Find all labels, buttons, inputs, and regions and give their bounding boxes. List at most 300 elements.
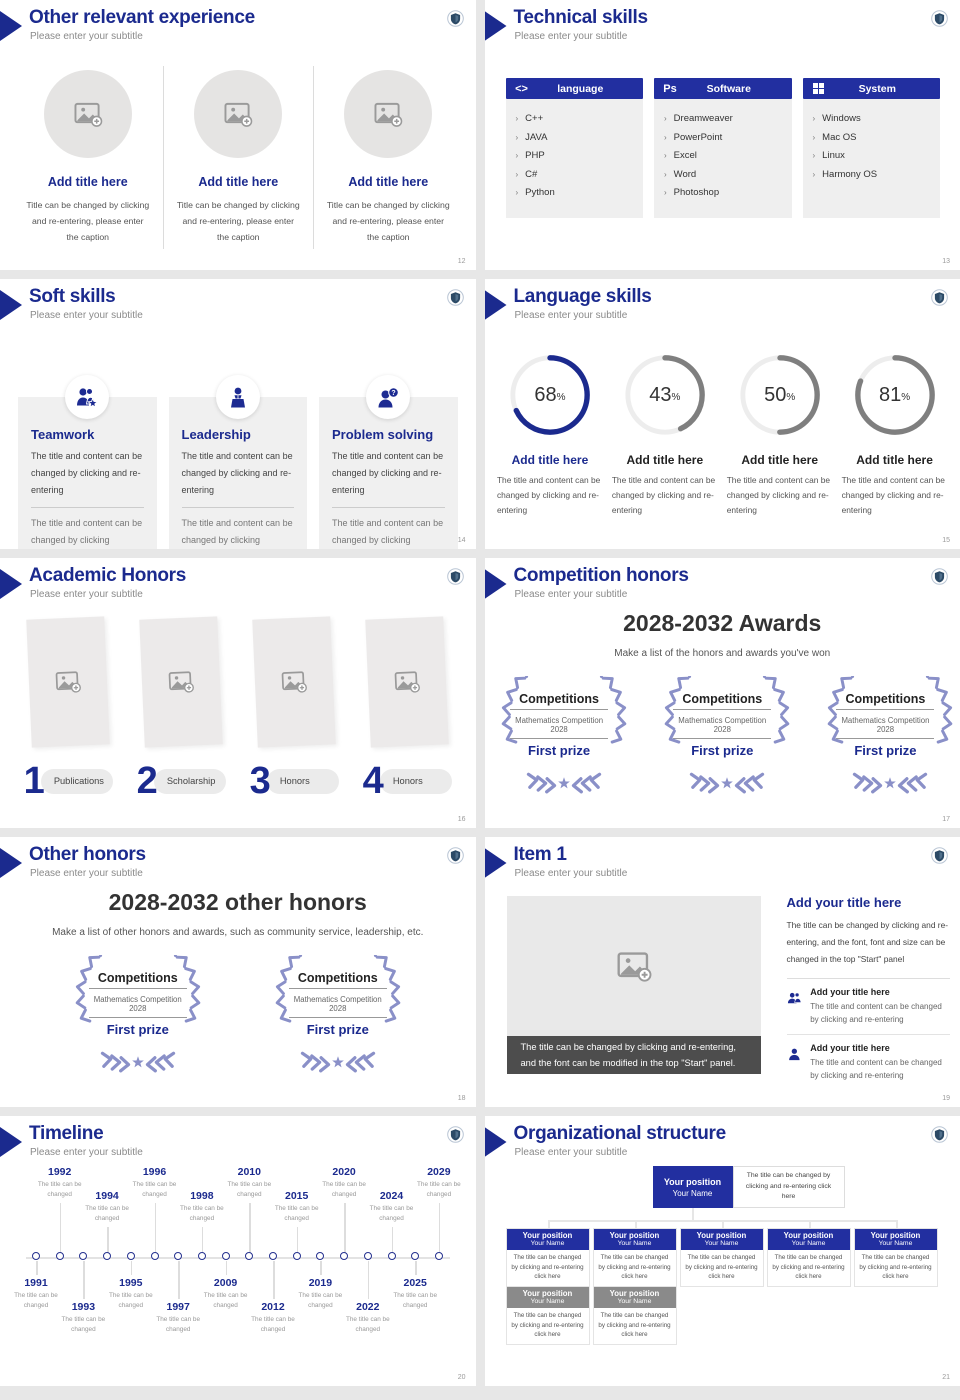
awards-subheading: Make a list of other honors and awards, such as community service, leadership, etc. — [52, 927, 424, 938]
event-year: 2019 — [308, 1277, 333, 1289]
tag-label: Honors — [380, 769, 452, 794]
card-footer: The title and content can be changed by clicking — [332, 518, 444, 546]
org-name: Your Name — [530, 1298, 565, 1306]
photo-placeholder[interactable] — [139, 616, 223, 747]
wreath-event: Mathematics Competition — [93, 995, 182, 1004]
skill-item: › PHP — [516, 147, 634, 166]
page-title: Other honors — [29, 844, 146, 865]
card-title: Teamwork — [31, 427, 95, 442]
image-placeholder[interactable] — [344, 70, 432, 158]
org-name: Your Name — [617, 1298, 652, 1306]
skill-item: › Mac OS — [813, 129, 931, 148]
shield-logo-icon — [931, 568, 948, 585]
bullet-icon: › — [664, 188, 667, 198]
card-header — [654, 78, 792, 99]
event-year: 2022 — [356, 1301, 380, 1313]
org-connector — [896, 1220, 898, 1228]
event-year: 1995 — [119, 1277, 143, 1289]
event-year: 1994 — [95, 1190, 119, 1202]
page-title: Soft skills — [29, 286, 116, 307]
card-language — [506, 78, 644, 218]
wreath-title: Competitions — [289, 971, 387, 989]
image-placeholder[interactable] — [44, 70, 132, 158]
skill-item: › PowerPoint — [664, 129, 782, 148]
card-teamwork — [18, 397, 157, 549]
event-year: 1992 — [48, 1166, 72, 1178]
skill-item: › Linux — [813, 147, 931, 166]
skill-item: › Windows — [813, 110, 931, 129]
wreath-row — [485, 676, 960, 800]
laurel-icon — [59, 955, 217, 1079]
wreath-event: Mathematics Competition — [841, 716, 930, 725]
tag-label: Scholarship — [154, 769, 226, 794]
card-system — [803, 78, 941, 218]
event-year: 1998 — [190, 1190, 214, 1202]
card-label: Software — [706, 82, 751, 95]
wreath-prize: First prize — [691, 743, 754, 758]
item-title: Add title here — [47, 175, 128, 189]
org-node — [593, 1286, 677, 1345]
slide-technical[interactable] — [485, 0, 960, 270]
item-caption: Title can be changed by clicking and re-entering, please enter the caption — [26, 200, 150, 243]
skill-item: › C# — [516, 166, 634, 185]
bullet-icon: › — [812, 151, 816, 161]
gauge-caption: The title and content can be changed by clicking and re-entering — [726, 475, 831, 516]
slide-language-skills[interactable] — [485, 279, 960, 549]
image-placeholder-icon — [281, 669, 308, 694]
event-caption: The title can be changed — [417, 1181, 461, 1198]
slide-experience[interactable] — [0, 0, 476, 270]
wreath-prize: First prize — [528, 743, 591, 758]
photo-placeholder[interactable] — [252, 616, 336, 747]
academic-item — [20, 618, 116, 800]
leadership-icon — [216, 375, 260, 419]
skill-list — [506, 99, 644, 218]
wreath-event: Mathematics Competition — [678, 716, 767, 725]
gauge-title: Add title here — [511, 453, 589, 467]
org-name: Your Name — [878, 1240, 913, 1248]
wreath-prize: First prize — [854, 743, 917, 758]
org-root-note: The title can be changed by clicking and re-entering click here — [733, 1166, 845, 1208]
gauge-ring — [621, 351, 709, 439]
page-subtitle: Please enter your subtitle — [30, 868, 143, 879]
tag-number: 2 — [136, 760, 158, 802]
gauge-ring — [736, 351, 824, 439]
event-caption: The title can be changed — [61, 1316, 106, 1333]
page-number: 20 — [457, 1374, 466, 1381]
page-subtitle: Please enter your subtitle — [514, 1147, 628, 1158]
tag-label: Publications — [41, 769, 113, 794]
slide-academic-honors[interactable] — [0, 558, 476, 828]
card-header — [803, 78, 941, 99]
experience-item — [313, 66, 463, 249]
page-number: 13 — [942, 258, 950, 265]
page-subtitle: Please enter your subtitle — [514, 31, 628, 42]
laurel-wreath — [811, 676, 960, 800]
wreath-prize: First prize — [106, 1022, 169, 1037]
wreath-year: 2028 — [836, 725, 934, 739]
title-arrow-icon — [485, 1127, 507, 1157]
wreath-event: Mathematics Competition — [293, 995, 382, 1004]
org-name: Your Name — [672, 1188, 713, 1198]
item-title: Add title here — [348, 175, 429, 189]
image-placeholder-icon — [373, 101, 403, 128]
title-arrow-icon — [0, 11, 22, 41]
shield-logo-icon — [447, 289, 464, 306]
org-node-header — [594, 1229, 676, 1250]
wreath-year: 2028 — [510, 725, 608, 739]
panel-body: The title can be changed by clicking and re-entering, and the font, font and size can be changed in the top "Start" panel — [787, 917, 950, 979]
laurel-wreath — [259, 955, 417, 1079]
wreath-title: Competitions — [510, 692, 608, 710]
skill-item: › Photoshop — [664, 184, 782, 203]
org-node-header — [507, 1229, 589, 1250]
timeline-dot-icon — [435, 1252, 443, 1260]
laurel-icon — [648, 676, 806, 800]
gauge-value: 68 % — [534, 383, 566, 406]
org-position: Your position — [870, 1231, 921, 1240]
org-node-note: The title can be changed by clicking and re-entering click here — [772, 1254, 845, 1281]
event-caption: The title can be changed — [108, 1292, 153, 1309]
awards-subheading: Make a list of the honors and awards you've won — [614, 648, 831, 659]
academic-columns — [0, 618, 476, 800]
image-placeholder-icon — [394, 669, 421, 694]
org-root-node — [653, 1166, 845, 1208]
event-caption: The title can be changed — [37, 1181, 82, 1198]
page-title: Other relevant experience — [29, 7, 255, 28]
title-arrow-icon — [485, 290, 507, 320]
gauge-caption: The title and content can be changed by clicking and re-entering — [496, 475, 601, 516]
timeline-event — [411, 1116, 467, 1386]
org-position: Your position — [696, 1231, 747, 1240]
skill-item: › C++ — [516, 110, 634, 129]
event-caption: The title can be changed — [132, 1181, 177, 1198]
page-number: 14 — [457, 537, 466, 544]
academic-item — [359, 618, 455, 800]
gauge-caption: The title and content can be changed by clicking and re-entering — [841, 475, 945, 516]
page-number: 19 — [942, 1095, 950, 1102]
bullet-icon: › — [812, 114, 816, 123]
card-software — [654, 78, 792, 218]
org-position: Your position — [783, 1231, 834, 1240]
shield-logo-icon — [447, 10, 464, 27]
event-year: 2024 — [379, 1190, 404, 1202]
org-node — [680, 1228, 764, 1287]
tag-number: 1 — [23, 760, 45, 802]
numbered-tag — [133, 762, 229, 800]
skill-item: › Python — [516, 184, 634, 203]
card-label: language — [557, 82, 604, 95]
org-root-box — [653, 1166, 733, 1208]
gauge-ring — [851, 351, 939, 439]
donut-gauge — [607, 351, 722, 518]
bullet-icon: › — [664, 169, 667, 179]
image-placeholder[interactable] — [194, 70, 282, 158]
numbered-tag — [359, 762, 455, 800]
card-body: The title and content can be changed by clicking and re-entering — [332, 448, 445, 508]
event-caption: The title can be changed — [345, 1316, 390, 1333]
row-body: The title and content can be changed by clicking and re-entering — [810, 1058, 942, 1081]
org-row-2 — [506, 1286, 677, 1345]
gauge-row — [493, 351, 953, 518]
wreath-title: Competitions — [673, 692, 771, 710]
title-arrow-icon — [0, 848, 22, 878]
panel-row — [787, 979, 950, 1035]
gauge-value: 50 % — [764, 383, 796, 406]
photoshop-icon: Ps — [663, 82, 677, 95]
shield-logo-icon — [447, 847, 464, 864]
bullet-icon: › — [664, 114, 667, 123]
org-node-header — [594, 1287, 676, 1308]
donut-gauge — [722, 351, 837, 518]
card-label: System — [858, 82, 896, 95]
event-caption: The title can be changed — [369, 1205, 414, 1222]
experience-columns — [0, 66, 476, 249]
slide-soft-skills[interactable] — [0, 279, 476, 549]
gauge-value: 81 % — [878, 383, 911, 406]
org-node-header — [768, 1229, 850, 1250]
bullet-icon: › — [515, 151, 519, 161]
event-caption: The title can be changed — [322, 1181, 366, 1198]
tag-number: 3 — [249, 760, 271, 802]
org-node — [593, 1228, 677, 1287]
wreath-year: 2028 — [89, 1004, 187, 1018]
donut-gauge — [493, 351, 608, 518]
laurel-wreath — [59, 955, 217, 1079]
row-title: Add your title here — [810, 986, 890, 997]
page-title: Academic Honors — [29, 565, 187, 586]
title-arrow-icon — [485, 569, 507, 599]
title-arrow-icon — [485, 848, 507, 878]
academic-item — [246, 618, 342, 800]
event-caption: The title can be changed — [393, 1292, 438, 1309]
item-caption: Title can be changed by clicking and re-entering, please enter the caption — [326, 200, 450, 243]
wreath-prize: First prize — [306, 1022, 369, 1037]
image-caption: The title can be changed by clicking and re-entering, and the font can be modified in the top "Start" panel. — [507, 1036, 761, 1074]
page-subtitle: Please enter your subtitle — [514, 868, 628, 879]
event-year: 1993 — [71, 1301, 96, 1313]
image-placeholder-icon — [616, 950, 652, 983]
side-panel — [787, 895, 950, 1090]
page-subtitle: Please enter your subtitle — [30, 1147, 143, 1158]
card-problem-solving — [319, 397, 458, 549]
image-placeholder[interactable] — [507, 896, 761, 1036]
org-node-header — [507, 1287, 589, 1308]
title-arrow-icon — [0, 569, 22, 599]
org-node — [854, 1228, 938, 1287]
tag-number: 4 — [362, 760, 384, 802]
event-year: 1996 — [142, 1166, 167, 1178]
shield-logo-icon — [447, 568, 464, 585]
skill-list — [803, 99, 941, 218]
bullet-icon: › — [664, 151, 667, 161]
bullet-icon: › — [515, 169, 519, 179]
wreath-year: 2028 — [289, 1004, 387, 1018]
event-year: 2012 — [261, 1301, 285, 1313]
org-node-header — [681, 1229, 763, 1250]
org-node-note: The title can be changed by clicking and re-entering click here — [598, 1312, 671, 1339]
card-leadership — [169, 397, 308, 549]
page-number: 16 — [457, 816, 466, 823]
tag-label: Honors — [267, 769, 339, 794]
photo-placeholder[interactable] — [26, 616, 110, 747]
experience-item — [163, 66, 313, 249]
card-title: Problem solving — [332, 427, 434, 442]
academic-item — [133, 618, 229, 800]
org-position: Your position — [522, 1231, 573, 1240]
event-caption: The title can be changed — [203, 1292, 248, 1309]
page-number: 15 — [942, 537, 950, 544]
page-title: Timeline — [29, 1123, 104, 1144]
page-subtitle: Please enter your subtitle — [30, 31, 143, 42]
page-subtitle: Please enter your subtitle — [30, 310, 143, 321]
card-body: The title and content can be changed by clicking and re-entering — [31, 448, 144, 508]
wreath-title: Competitions — [89, 971, 187, 989]
org-connector — [635, 1220, 637, 1228]
photo-placeholder[interactable] — [365, 616, 449, 747]
org-node-note: The title can be changed by clicking and re-entering click here — [511, 1254, 584, 1281]
gauge-value: 43 % — [649, 383, 681, 406]
shield-logo-icon — [931, 289, 948, 306]
row-text — [810, 1043, 949, 1082]
skill-item: › Dreamweaver — [664, 110, 782, 129]
gauge-caption: The title and content can be changed by clicking and re-entering — [611, 475, 716, 516]
wreath-title: Competitions — [836, 692, 934, 710]
laurel-icon — [485, 676, 643, 800]
org-node — [506, 1286, 590, 1345]
wreath-row — [0, 955, 476, 1079]
slide-competition-honors[interactable] — [485, 558, 960, 828]
event-year: 1991 — [24, 1277, 48, 1289]
org-name: Your Name — [530, 1240, 565, 1248]
page-title: Organizational structure — [513, 1123, 726, 1144]
event-caption: The title can be changed — [85, 1205, 129, 1222]
org-connector — [692, 1208, 694, 1220]
org-node — [506, 1228, 590, 1287]
event-year: 2025 — [403, 1277, 427, 1289]
image-placeholder-icon — [168, 669, 195, 694]
panel-row — [787, 1035, 950, 1090]
bullet-icon: › — [515, 132, 519, 142]
image-placeholder-icon — [223, 101, 253, 128]
person-icon — [787, 1043, 802, 1065]
org-position: Your position — [609, 1231, 660, 1240]
event-caption: The title can be changed — [274, 1205, 319, 1222]
event-year: 2010 — [237, 1166, 261, 1178]
row-body: The title and content can be changed by clicking and re-entering — [810, 1001, 942, 1024]
org-node-note: The title can be changed by clicking and re-entering click here — [598, 1254, 671, 1281]
laurel-wreath — [648, 676, 797, 800]
event-label — [411, 1166, 467, 1199]
event-year: 2009 — [213, 1277, 238, 1289]
gauge-title: Add title here — [626, 453, 704, 467]
problem-solving-icon — [366, 375, 410, 419]
row-text — [810, 987, 949, 1026]
org-node-note: The title can be changed by clicking and re-entering click here — [511, 1312, 584, 1339]
bullet-icon: › — [515, 188, 519, 198]
event-caption: The title can be changed — [227, 1181, 272, 1198]
org-node-note: The title can be changed by clicking and re-entering click here — [859, 1254, 932, 1281]
event-year: 2015 — [285, 1190, 309, 1202]
org-position: Your position — [609, 1289, 660, 1298]
org-connector — [809, 1220, 811, 1228]
page-title: Item 1 — [513, 844, 567, 865]
org-position: Your position — [522, 1289, 573, 1298]
skill-item: › Harmony OS — [813, 166, 931, 185]
org-name: Your Name — [704, 1240, 739, 1248]
org-node-header — [855, 1229, 937, 1250]
page-number: 18 — [457, 1095, 466, 1102]
bullet-icon: › — [515, 114, 519, 123]
skill-item: › Word — [664, 166, 782, 185]
event-caption: The title can be changed — [156, 1316, 201, 1333]
bullet-icon: › — [664, 132, 667, 142]
soft-cards — [18, 397, 458, 549]
page-number: 12 — [457, 258, 466, 265]
teamwork-icon — [65, 375, 109, 419]
event-year: 2020 — [332, 1166, 356, 1178]
code-icon: <> — [515, 82, 528, 95]
image-placeholder-icon — [55, 669, 82, 694]
item-title: Add title here — [198, 175, 279, 189]
card-footer: The title and content can be changed by clicking — [181, 518, 293, 546]
people-icon — [787, 987, 802, 1009]
bullet-icon: › — [812, 132, 816, 142]
slide-other-honors[interactable] — [0, 837, 476, 1107]
event-caption: The title can be changed — [298, 1292, 343, 1309]
skill-item: › Excel — [664, 147, 782, 166]
laurel-icon — [811, 676, 960, 800]
windows-icon — [803, 83, 835, 95]
card-title: Leadership — [181, 427, 251, 442]
page-number: 21 — [942, 1374, 950, 1381]
numbered-tag — [20, 762, 116, 800]
page-title: Competition honors — [513, 565, 689, 586]
event-caption: The title can be changed — [180, 1205, 224, 1222]
image-placeholder-icon — [73, 101, 103, 128]
event-caption: The title can be changed — [14, 1292, 58, 1309]
event-year: 1997 — [166, 1301, 190, 1313]
bullet-icon: › — [812, 169, 816, 179]
page-subtitle: Please enter your subtitle — [514, 589, 628, 600]
gauge-title: Add title here — [856, 453, 933, 467]
slide-org-structure[interactable] — [485, 1116, 960, 1386]
card-body: The title and content can be changed by clicking and re-entering — [182, 448, 295, 508]
gauge-title: Add title here — [741, 453, 819, 467]
event-year: 2029 — [427, 1166, 451, 1178]
card-footer: The title and content can be changed by clicking — [31, 518, 143, 546]
slide-timeline[interactable] — [0, 1116, 476, 1386]
image-block — [507, 896, 761, 1074]
card-header — [506, 78, 644, 99]
org-row-1 — [506, 1228, 938, 1287]
item-caption: Title can be changed by clicking and re-entering, please enter the caption — [176, 200, 300, 243]
wreath-event: Mathematics Competition — [515, 716, 604, 725]
laurel-icon — [259, 955, 417, 1079]
slide-item-1[interactable] — [485, 837, 960, 1107]
experience-item — [13, 66, 163, 249]
page-number: 17 — [942, 816, 950, 823]
org-node — [767, 1228, 851, 1287]
shield-logo-icon — [931, 1126, 948, 1143]
laurel-wreath — [485, 676, 634, 800]
panel-title: Add your title here — [786, 895, 902, 910]
org-name: Your Name — [791, 1240, 826, 1248]
event-caption: The title can be changed — [251, 1316, 295, 1333]
awards-heading: 2028-2032 Awards — [623, 610, 822, 636]
donut-gauge — [837, 351, 952, 518]
org-connector — [722, 1220, 724, 1228]
